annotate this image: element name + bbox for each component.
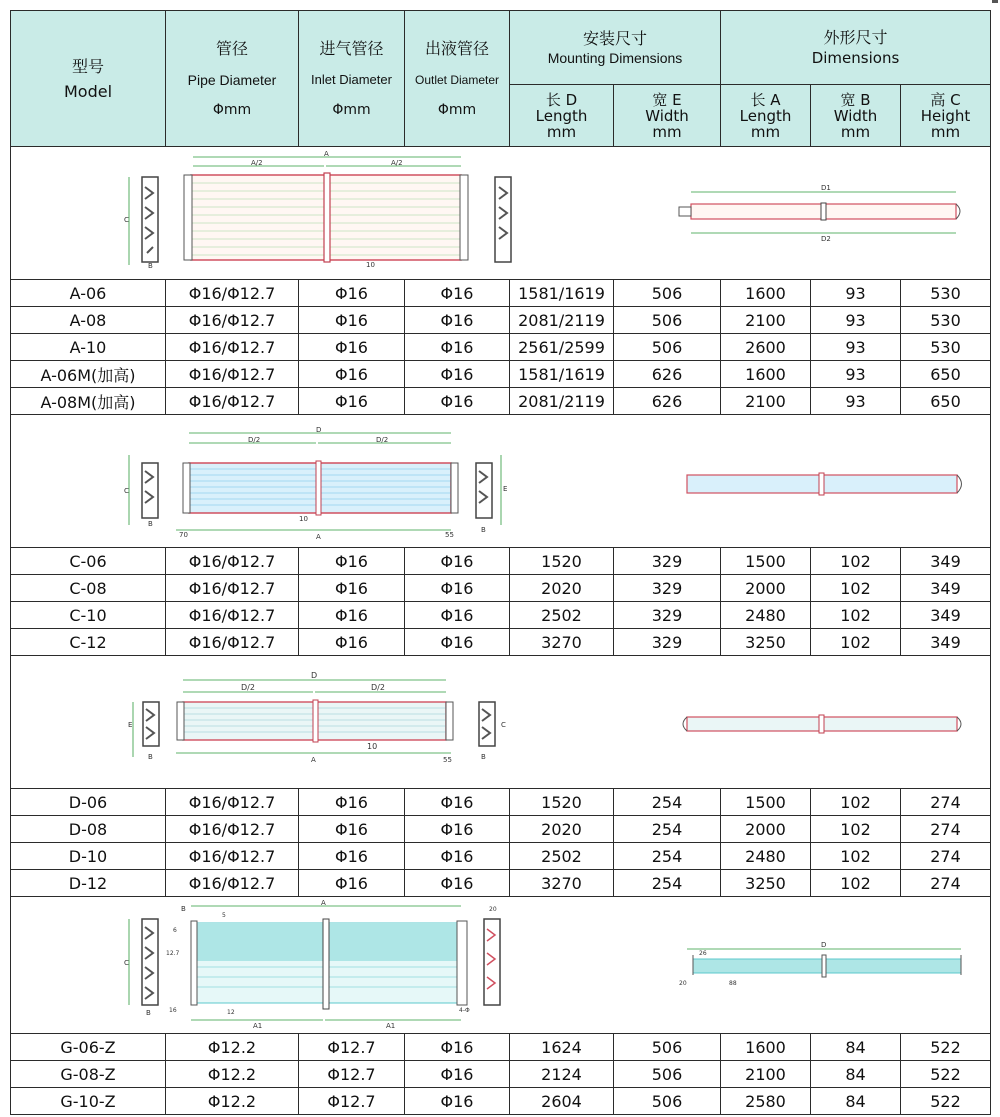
dim-label-26: 26 <box>699 950 707 957</box>
table-row <box>11 1034 991 1061</box>
cell-length: 2580 <box>721 1088 811 1115</box>
cell-model: A-08 <box>11 307 166 334</box>
cell-length: 1500 <box>721 789 811 816</box>
cell-outlet: Φ16 <box>405 361 510 388</box>
drawing-type-a <box>11 147 989 279</box>
cell-outlet: Φ16 <box>405 789 510 816</box>
drawing-cell-c <box>11 415 991 548</box>
dim-label-b-right: B <box>481 753 486 761</box>
header-mounting-zh: 安装尺寸 <box>582 29 647 48</box>
cell-pipe: Φ16/Φ12.7 <box>166 602 299 629</box>
dim-label-70: 70 <box>179 531 188 539</box>
dim-label-10: 10 <box>366 261 375 269</box>
cell-mount-length: 2561/2599 <box>510 334 614 361</box>
dim-label-c: C <box>501 721 506 729</box>
cell-mount-length: 1581/1619 <box>510 361 614 388</box>
cell-mount-length: 3270 <box>510 629 614 656</box>
cell-length: 3250 <box>721 870 811 897</box>
cell-mount-length: 2502 <box>510 602 614 629</box>
dim-label-55: 55 <box>445 531 454 539</box>
cell-outlet: Φ16 <box>405 334 510 361</box>
dim-label-a-half-2: A/2 <box>391 159 403 167</box>
header-dim-width <box>811 85 901 147</box>
dim-label-e: E <box>503 485 508 493</box>
cell-mount-length: 2124 <box>510 1061 614 1088</box>
cell-outlet: Φ16 <box>405 1088 510 1115</box>
dim-label-d: D <box>821 941 827 949</box>
cell-mount-length: 2081/2119 <box>510 307 614 334</box>
header-model <box>11 11 166 147</box>
cell-model: A-06M(加高) <box>11 361 166 388</box>
cell-inlet: Φ16 <box>299 334 405 361</box>
dim-label-a: A <box>311 756 316 764</box>
table-row <box>11 870 991 897</box>
cell-model: D-12 <box>11 870 166 897</box>
mount-length-zh: 长 D <box>545 90 578 109</box>
cell-width: 93 <box>811 388 901 415</box>
table-row <box>11 388 991 415</box>
cell-mount-length: 1520 <box>510 789 614 816</box>
dim-label-88: 88 <box>729 980 737 987</box>
spec-table <box>10 10 991 1115</box>
table-row <box>11 789 991 816</box>
header-dims-en: Dimensions <box>811 48 900 67</box>
dim-width-unit: mm <box>840 122 871 141</box>
dim-label-c: C <box>124 216 129 224</box>
cell-length: 2000 <box>721 816 811 843</box>
cell-height: 522 <box>901 1061 991 1088</box>
cell-mount-length: 2604 <box>510 1088 614 1115</box>
cell-model: G-06-Z <box>11 1034 166 1061</box>
cell-height: 349 <box>901 629 991 656</box>
spec-table-body <box>11 147 991 1115</box>
cell-inlet: Φ16 <box>299 575 405 602</box>
dim-label-b-top: B <box>181 905 186 913</box>
cell-length: 2100 <box>721 307 811 334</box>
header-outlet-unit: Φmm <box>437 102 477 118</box>
cell-mount-width: 254 <box>614 816 721 843</box>
dim-label-b: B <box>148 753 153 761</box>
cell-width: 84 <box>811 1034 901 1061</box>
spec-table-wrapper <box>10 10 991 1115</box>
cell-inlet: Φ16 <box>299 388 405 415</box>
cell-length: 1600 <box>721 361 811 388</box>
cell-model: C-08 <box>11 575 166 602</box>
dim-label-a-half-1: A/2 <box>251 159 263 167</box>
dim-label-e: E <box>128 721 133 729</box>
cell-pipe: Φ16/Φ12.7 <box>166 388 299 415</box>
dim-label-12-7: 12.7 <box>166 950 180 957</box>
dim-label-d-half-1: D/2 <box>241 683 255 692</box>
dim-label-55: 55 <box>443 756 452 764</box>
cell-inlet: Φ16 <box>299 548 405 575</box>
dim-label-a: A <box>324 150 329 158</box>
header-outlet-zh: 出液管径 <box>424 39 489 58</box>
dim-label-5: 5 <box>222 912 226 919</box>
header-outlet <box>405 11 510 147</box>
cell-height: 274 <box>901 870 991 897</box>
cell-mount-width: 329 <box>614 602 721 629</box>
dim-label-d-half-1: D/2 <box>248 436 261 444</box>
header-dim-height <box>901 85 991 147</box>
cell-width: 102 <box>811 602 901 629</box>
dim-label-b-right: B <box>481 526 486 534</box>
cell-pipe: Φ16/Φ12.7 <box>166 870 299 897</box>
dim-label-10: 10 <box>367 742 378 751</box>
header-dim-length <box>721 85 811 147</box>
corner-mark <box>992 0 998 3</box>
dim-length-unit: mm <box>750 122 781 141</box>
table-row <box>11 575 991 602</box>
drawing-row-c <box>11 415 991 548</box>
header-pipe-unit: Φmm <box>212 102 252 118</box>
cell-model: D-10 <box>11 843 166 870</box>
cell-height: 349 <box>901 602 991 629</box>
cell-mount-length: 2020 <box>510 816 614 843</box>
dim-label-d: D <box>311 671 318 680</box>
dim-label-6: 6 <box>173 927 177 934</box>
cell-width: 102 <box>811 629 901 656</box>
table-row <box>11 548 991 575</box>
header-pipe-en: Pipe Diameter <box>187 72 277 88</box>
cell-length: 2000 <box>721 575 811 602</box>
cell-inlet: Φ16 <box>299 816 405 843</box>
dim-label-c: C <box>124 487 129 495</box>
cell-width: 84 <box>811 1088 901 1115</box>
mount-length-en: Length <box>535 106 588 125</box>
dim-label-d-half-2: D/2 <box>376 436 389 444</box>
drawing-cell-d <box>11 656 991 789</box>
cell-length: 1600 <box>721 1034 811 1061</box>
cell-pipe: Φ12.2 <box>166 1088 299 1115</box>
header-model-zh: 型号 <box>71 56 104 76</box>
header-outlet-en: Outlet Diameter <box>414 73 500 87</box>
cell-outlet: Φ16 <box>405 307 510 334</box>
cell-model: D-06 <box>11 789 166 816</box>
table-row <box>11 629 991 656</box>
dim-label-c: C <box>124 959 129 967</box>
cell-height: 349 <box>901 575 991 602</box>
cell-pipe: Φ12.2 <box>166 1061 299 1088</box>
dim-label-20: 20 <box>489 906 497 913</box>
cell-pipe: Φ16/Φ12.7 <box>166 334 299 361</box>
cell-height: 530 <box>901 307 991 334</box>
table-row <box>11 843 991 870</box>
dim-label-16: 16 <box>169 1007 177 1014</box>
dim-length-zh: 长 A <box>750 90 781 109</box>
cell-model: G-10-Z <box>11 1088 166 1115</box>
cell-inlet: Φ16 <box>299 361 405 388</box>
table-row <box>11 816 991 843</box>
header-dims-zh: 外形尺寸 <box>823 27 888 47</box>
header-dims <box>721 11 991 85</box>
dim-label-a1-2: A1 <box>386 1022 396 1030</box>
cell-length: 2100 <box>721 1061 811 1088</box>
cell-outlet: Φ16 <box>405 548 510 575</box>
cell-inlet: Φ16 <box>299 307 405 334</box>
mount-width-zh: 宽 E <box>652 90 682 109</box>
cell-height: 530 <box>901 334 991 361</box>
cell-length: 1600 <box>721 280 811 307</box>
cell-width: 102 <box>811 843 901 870</box>
dim-width-en: Width <box>833 106 878 125</box>
cell-inlet: Φ16 <box>299 280 405 307</box>
cell-height: 349 <box>901 548 991 575</box>
cell-model: C-12 <box>11 629 166 656</box>
header-mount-length <box>510 85 614 147</box>
drawing-type-d <box>11 665 989 779</box>
table-row <box>11 334 991 361</box>
cell-inlet: Φ12.7 <box>299 1088 405 1115</box>
cell-inlet: Φ12.7 <box>299 1034 405 1061</box>
cell-width: 93 <box>811 361 901 388</box>
drawing-type-g <box>11 897 989 1033</box>
cell-mount-width: 506 <box>614 1034 721 1061</box>
cell-height: 274 <box>901 843 991 870</box>
dim-label-4-phi: 4-Φ <box>459 1007 470 1014</box>
header-mounting-en: Mounting Dimensions <box>547 50 683 66</box>
cell-mount-length: 1520 <box>510 548 614 575</box>
cell-pipe: Φ16/Φ12.7 <box>166 789 299 816</box>
drawing-row-a <box>11 147 991 280</box>
dim-height-unit: mm <box>930 122 961 141</box>
dim-length-en: Length <box>739 106 792 125</box>
cell-mount-width: 254 <box>614 870 721 897</box>
cell-pipe: Φ16/Φ12.7 <box>166 629 299 656</box>
cell-width: 102 <box>811 548 901 575</box>
cell-mount-width: 329 <box>614 575 721 602</box>
cell-length: 2600 <box>721 334 811 361</box>
cell-mount-length: 2502 <box>510 843 614 870</box>
mount-length-unit: mm <box>546 122 577 141</box>
mount-width-unit: mm <box>652 122 682 141</box>
dim-label-20-side: 20 <box>679 980 687 987</box>
cell-length: 2100 <box>721 388 811 415</box>
cell-length: 3250 <box>721 629 811 656</box>
cell-outlet: Φ16 <box>405 843 510 870</box>
table-row <box>11 307 991 334</box>
cell-mount-width: 506 <box>614 1061 721 1088</box>
cell-inlet: Φ16 <box>299 629 405 656</box>
cell-pipe: Φ16/Φ12.7 <box>166 307 299 334</box>
cell-model: A-06 <box>11 280 166 307</box>
cell-mount-width: 329 <box>614 629 721 656</box>
cell-model: G-08-Z <box>11 1061 166 1088</box>
cell-inlet: Φ12.7 <box>299 1061 405 1088</box>
cell-mount-width: 506 <box>614 1088 721 1115</box>
cell-model: A-10 <box>11 334 166 361</box>
cell-width: 93 <box>811 307 901 334</box>
cell-width: 102 <box>811 870 901 897</box>
dim-label-12: 12 <box>227 1009 235 1016</box>
cell-outlet: Φ16 <box>405 388 510 415</box>
cell-mount-length: 1581/1619 <box>510 280 614 307</box>
header-inlet-en: Inlet Diameter <box>311 72 392 87</box>
cell-length: 2480 <box>721 602 811 629</box>
header-mounting <box>510 11 721 85</box>
cell-inlet: Φ16 <box>299 843 405 870</box>
cell-model: A-08M(加高) <box>11 388 166 415</box>
header-pipe-zh: 管径 <box>215 39 248 58</box>
cell-outlet: Φ16 <box>405 629 510 656</box>
cell-inlet: Φ16 <box>299 602 405 629</box>
dim-label-d-half-2: D/2 <box>371 683 385 692</box>
cell-mount-width: 506 <box>614 307 721 334</box>
cell-mount-length: 3270 <box>510 870 614 897</box>
drawing-row-d <box>11 656 991 789</box>
header-model-en: Model <box>63 81 113 101</box>
dim-label-a: A <box>316 533 321 541</box>
cell-model: C-06 <box>11 548 166 575</box>
cell-mount-width: 254 <box>614 789 721 816</box>
cell-height: 650 <box>901 388 991 415</box>
cell-height: 530 <box>901 280 991 307</box>
cell-outlet: Φ16 <box>405 1061 510 1088</box>
cell-mount-width: 329 <box>614 548 721 575</box>
dim-height-en: Height <box>920 106 971 125</box>
table-row <box>11 602 991 629</box>
cell-outlet: Φ16 <box>405 602 510 629</box>
dim-label-10: 10 <box>299 515 308 523</box>
dim-label-b: B <box>148 520 153 528</box>
cell-width: 93 <box>811 280 901 307</box>
header-mount-width <box>614 85 721 147</box>
dim-label-d1: D1 <box>821 184 831 192</box>
cell-pipe: Φ16/Φ12.7 <box>166 548 299 575</box>
cell-pipe: Φ12.2 <box>166 1034 299 1061</box>
dim-label-d: D <box>316 426 322 434</box>
cell-width: 102 <box>811 575 901 602</box>
cell-length: 1500 <box>721 548 811 575</box>
mount-width-en: Width <box>645 106 689 125</box>
cell-inlet: Φ16 <box>299 870 405 897</box>
cell-width: 102 <box>811 816 901 843</box>
cell-mount-width: 506 <box>614 280 721 307</box>
cell-outlet: Φ16 <box>405 575 510 602</box>
cell-width: 93 <box>811 334 901 361</box>
header-inlet-zh: 进气管径 <box>319 39 384 58</box>
cell-pipe: Φ16/Φ12.7 <box>166 843 299 870</box>
drawing-row-g <box>11 897 991 1034</box>
drawing-type-c <box>11 415 989 547</box>
cell-model: D-08 <box>11 816 166 843</box>
cell-model: C-10 <box>11 602 166 629</box>
cell-inlet: Φ16 <box>299 789 405 816</box>
cell-mount-width: 626 <box>614 388 721 415</box>
dim-label-b: B <box>146 1009 151 1017</box>
cell-height: 522 <box>901 1034 991 1061</box>
cell-height: 650 <box>901 361 991 388</box>
dim-label-a: A <box>321 899 326 907</box>
table-row <box>11 1061 991 1088</box>
cell-height: 274 <box>901 816 991 843</box>
dim-label-a1-1: A1 <box>253 1022 263 1030</box>
cell-mount-length: 1624 <box>510 1034 614 1061</box>
dim-height-zh: 高 C <box>930 90 961 109</box>
cell-outlet: Φ16 <box>405 870 510 897</box>
header-pipe <box>166 11 299 147</box>
cell-pipe: Φ16/Φ12.7 <box>166 280 299 307</box>
cell-pipe: Φ16/Φ12.7 <box>166 361 299 388</box>
table-row <box>11 280 991 307</box>
dim-width-zh: 宽 B <box>840 90 871 109</box>
dim-label-d2: D2 <box>821 235 831 243</box>
cell-height: 274 <box>901 789 991 816</box>
cell-outlet: Φ16 <box>405 1034 510 1061</box>
cell-outlet: Φ16 <box>405 816 510 843</box>
table-row <box>11 361 991 388</box>
header-inlet <box>299 11 405 147</box>
cell-pipe: Φ16/Φ12.7 <box>166 816 299 843</box>
table-row <box>11 1088 991 1115</box>
drawing-cell-g <box>11 897 991 1034</box>
drawing-cell-a <box>11 147 991 280</box>
dim-label-b: B <box>148 262 153 270</box>
cell-height: 522 <box>901 1088 991 1115</box>
cell-width: 102 <box>811 789 901 816</box>
cell-mount-width: 506 <box>614 334 721 361</box>
cell-outlet: Φ16 <box>405 280 510 307</box>
cell-mount-length: 2020 <box>510 575 614 602</box>
cell-pipe: Φ16/Φ12.7 <box>166 575 299 602</box>
cell-width: 84 <box>811 1061 901 1088</box>
header-inlet-unit: Φmm <box>332 102 371 118</box>
cell-mount-width: 254 <box>614 843 721 870</box>
cell-length: 2480 <box>721 843 811 870</box>
cell-mount-width: 626 <box>614 361 721 388</box>
cell-mount-length: 2081/2119 <box>510 388 614 415</box>
